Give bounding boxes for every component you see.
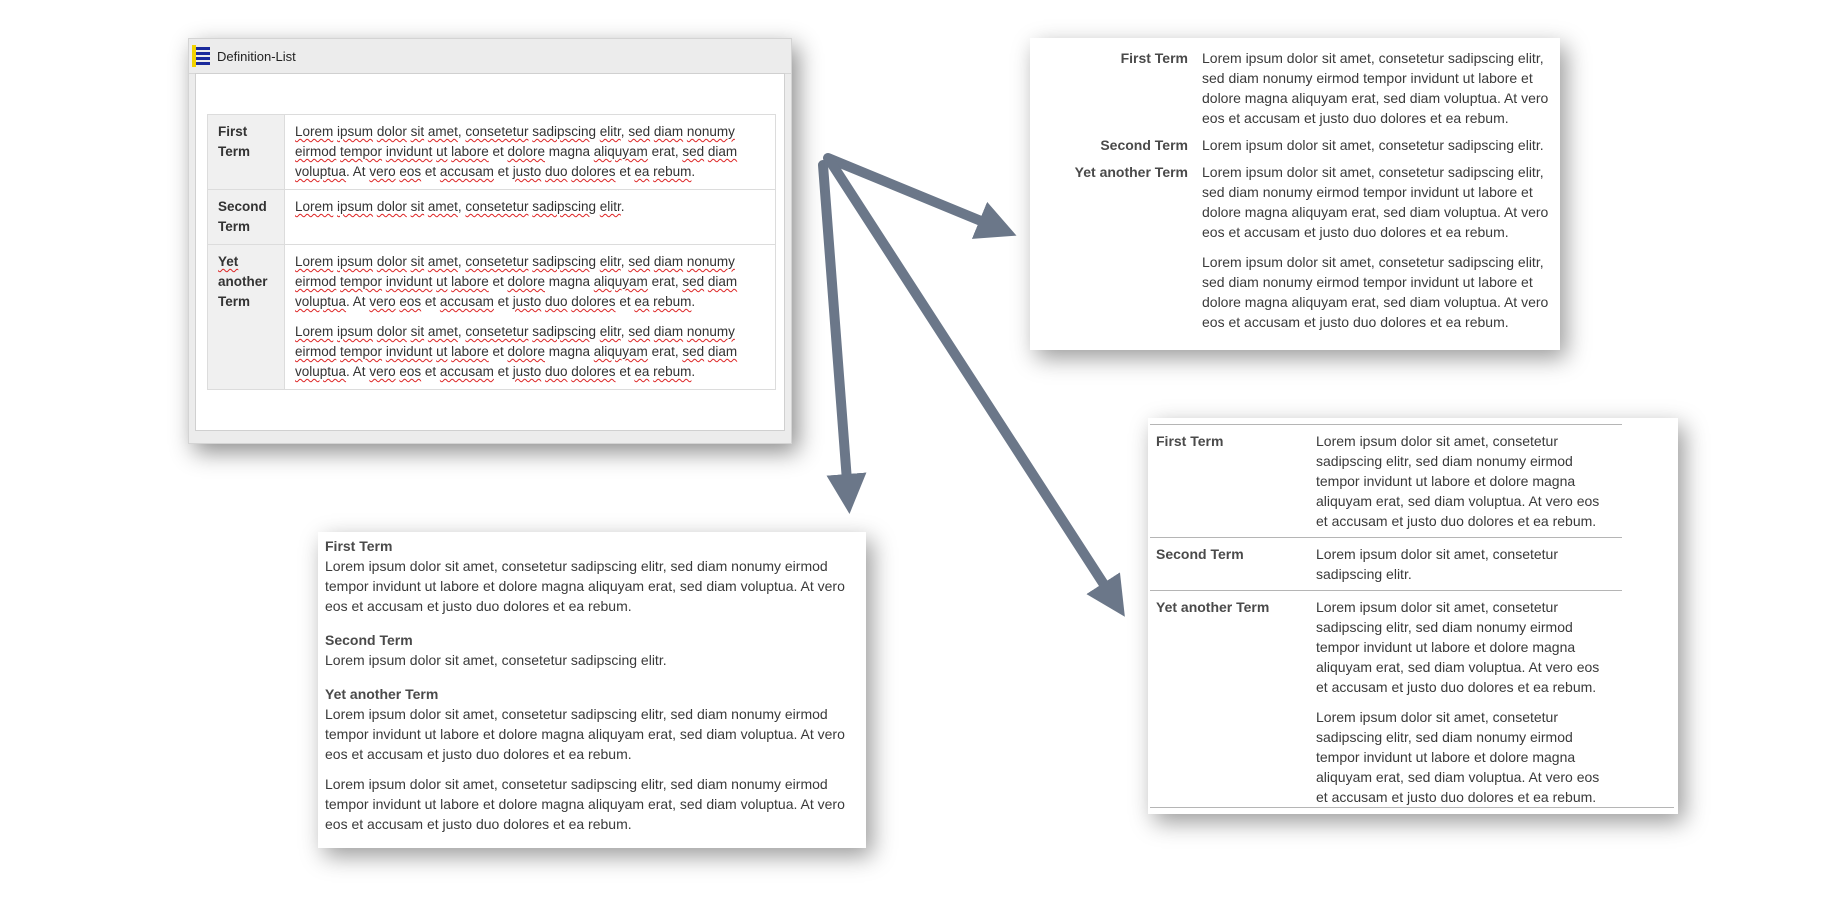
list-icon[interactable] — [195, 45, 211, 67]
dl-row — [1040, 48, 1552, 128]
editor-row — [208, 245, 776, 390]
stacked-definition-list — [318, 532, 866, 848]
dl-definition: Lorem ipsum dolor sit amet, consetetur sadipscing elitr. — [325, 652, 667, 668]
dl-row — [1040, 162, 1552, 332]
dl-definition: Lorem ipsum dolor sit amet, consetetur sadipscing elitr, sed diam nonumy eirmod tempor invidunt ut labore et dolore magna aliquyam erat, sed diam voluptua. At vero eos et accusam et justo duo dolores et ea rebum. — [325, 776, 845, 832]
dl-term: Second Term — [325, 632, 413, 648]
dl-item — [325, 630, 861, 670]
dl-definition: Lorem ipsum dolor sit amet, consetetur sadipscing elitr, sed diam nonumy eirmod tempor invidunt ut labore et dolore magna aliquyam erat, sed diam voluptua. At vero eos et accusam et justo duo dolores et ea rebum. Lorem ipsum dolor sit amet, consetetur sadipscing elitr, sed diam nonumy eirmod tempor invidunt ut labore et dolore magna aliquyam erat, sed diam voluptua. At vero eos et accusam et justo duo dolores et ea rebum. — [1202, 164, 1549, 330]
arrow-to-stacked — [823, 165, 848, 494]
editor-definition-cell[interactable]: Lorem ipsum dolor sit amet, consetetur sadipscing elitr, sed diam nonumy eirmod tempor invidunt ut labore et dolore magna aliquyam erat, sed diam voluptua. At vero eos et accusam et justo duo dolores et ea rebum. Lorem ipsum dolor sit amet, consetetur sadipscing elitr, sed diam nonumy eirmod tempor invidunt ut labore et dolore magna aliquyam erat, sed diam voluptua. At vero eos et accusam et justo duo dolores et ea rebum. — [285, 245, 776, 390]
editor-row — [208, 115, 776, 190]
definition-table — [207, 114, 776, 390]
table-bottom-rule — [1150, 807, 1674, 808]
dl-definition: Lorem ipsum dolor sit amet, consetetur sadipscing elitr. — [1316, 546, 1558, 582]
editor-row — [208, 190, 776, 245]
dl-term: Yet another Term — [325, 686, 439, 702]
dl-item — [325, 536, 861, 616]
dl-term: Yet another Term — [1156, 599, 1270, 615]
dl-definition: Lorem ipsum dolor sit amet, consetetur sadipscing elitr, sed diam nonumy eirmod tempor invidunt ut labore et dolore magna aliquyam erat, sed diam voluptua. At vero eos et accusam et justo duo dolores et ea rebum. — [325, 558, 845, 614]
editor-definition-cell[interactable]: Lorem ipsum dolor sit amet, consetetur sadipscing elitr. — [285, 190, 776, 245]
dl-definition: Lorem ipsum dolor sit amet, consetetur sadipscing elitr, sed diam nonumy eirmod tempor invidunt ut labore et dolore magna aliquyam erat, sed diam voluptua. At vero eos et accusam et justo duo dolores et ea rebum. Lorem ipsum dolor sit amet, consetetur sadipscing elitr, sed diam nonumy eirmod tempor invidunt ut labore et dolore magna aliquyam erat, sed diam voluptua. At vero eos et accusam et justo duo dolores et ea rebum. — [1316, 599, 1600, 805]
editor-header — [189, 39, 791, 74]
dl-term: Yet another Term — [1074, 164, 1188, 180]
dl-definition: Lorem ipsum dolor sit amet, consetetur sadipscing elitr. — [1202, 137, 1544, 153]
editor-body[interactable] — [195, 73, 785, 431]
dl-row — [1150, 424, 1622, 537]
editor-term-cell[interactable]: Yet another Term — [208, 245, 285, 390]
dl-row — [1150, 590, 1622, 813]
dl-item — [325, 684, 861, 834]
editor-definition-cell[interactable]: Lorem ipsum dolor sit amet, consetetur sadipscing elitr, sed diam nonumy eirmod tempor invidunt ut labore et dolore magna aliquyam erat, sed diam voluptua. At vero eos et accusam et justo duo dolores et ea rebum. — [285, 115, 776, 190]
editor-title: Definition-List — [217, 48, 296, 64]
table-definition-list — [1148, 418, 1678, 814]
dl-term: First Term — [325, 538, 393, 554]
horizontal-definition-list — [1030, 38, 1560, 350]
dl-definition: Lorem ipsum dolor sit amet, consetetur sadipscing elitr, sed diam nonumy eirmod tempor invidunt ut labore et dolore magna aliquyam erat, sed diam voluptua. At vero eos et accusam et justo duo dolores et ea rebum. — [1202, 50, 1549, 126]
dl-term: Second Term — [1156, 546, 1244, 562]
definition-list-editor — [188, 38, 792, 444]
dl-row — [1150, 537, 1622, 590]
dl-term: First Term — [1156, 433, 1224, 449]
editor-term-cell[interactable]: First Term — [208, 115, 285, 190]
dl-term: Second Term — [1100, 137, 1188, 153]
editor-term-cell[interactable]: Second Term — [208, 190, 285, 245]
dl-definition: Lorem ipsum dolor sit amet, consetetur sadipscing elitr, sed diam nonumy eirmod tempor invidunt ut labore et dolore magna aliquyam erat, sed diam voluptua. At vero eos et accusam et justo duo dolores et ea rebum. — [1316, 433, 1600, 529]
dl-definition: Lorem ipsum dolor sit amet, consetetur sadipscing elitr, sed diam nonumy eirmod tempor invidunt ut labore et dolore magna aliquyam erat, sed diam voluptua. At vero eos et accusam et justo duo dolores et ea rebum. — [325, 706, 845, 762]
dl-term: First Term — [1120, 50, 1188, 66]
dl-row — [1040, 135, 1552, 155]
